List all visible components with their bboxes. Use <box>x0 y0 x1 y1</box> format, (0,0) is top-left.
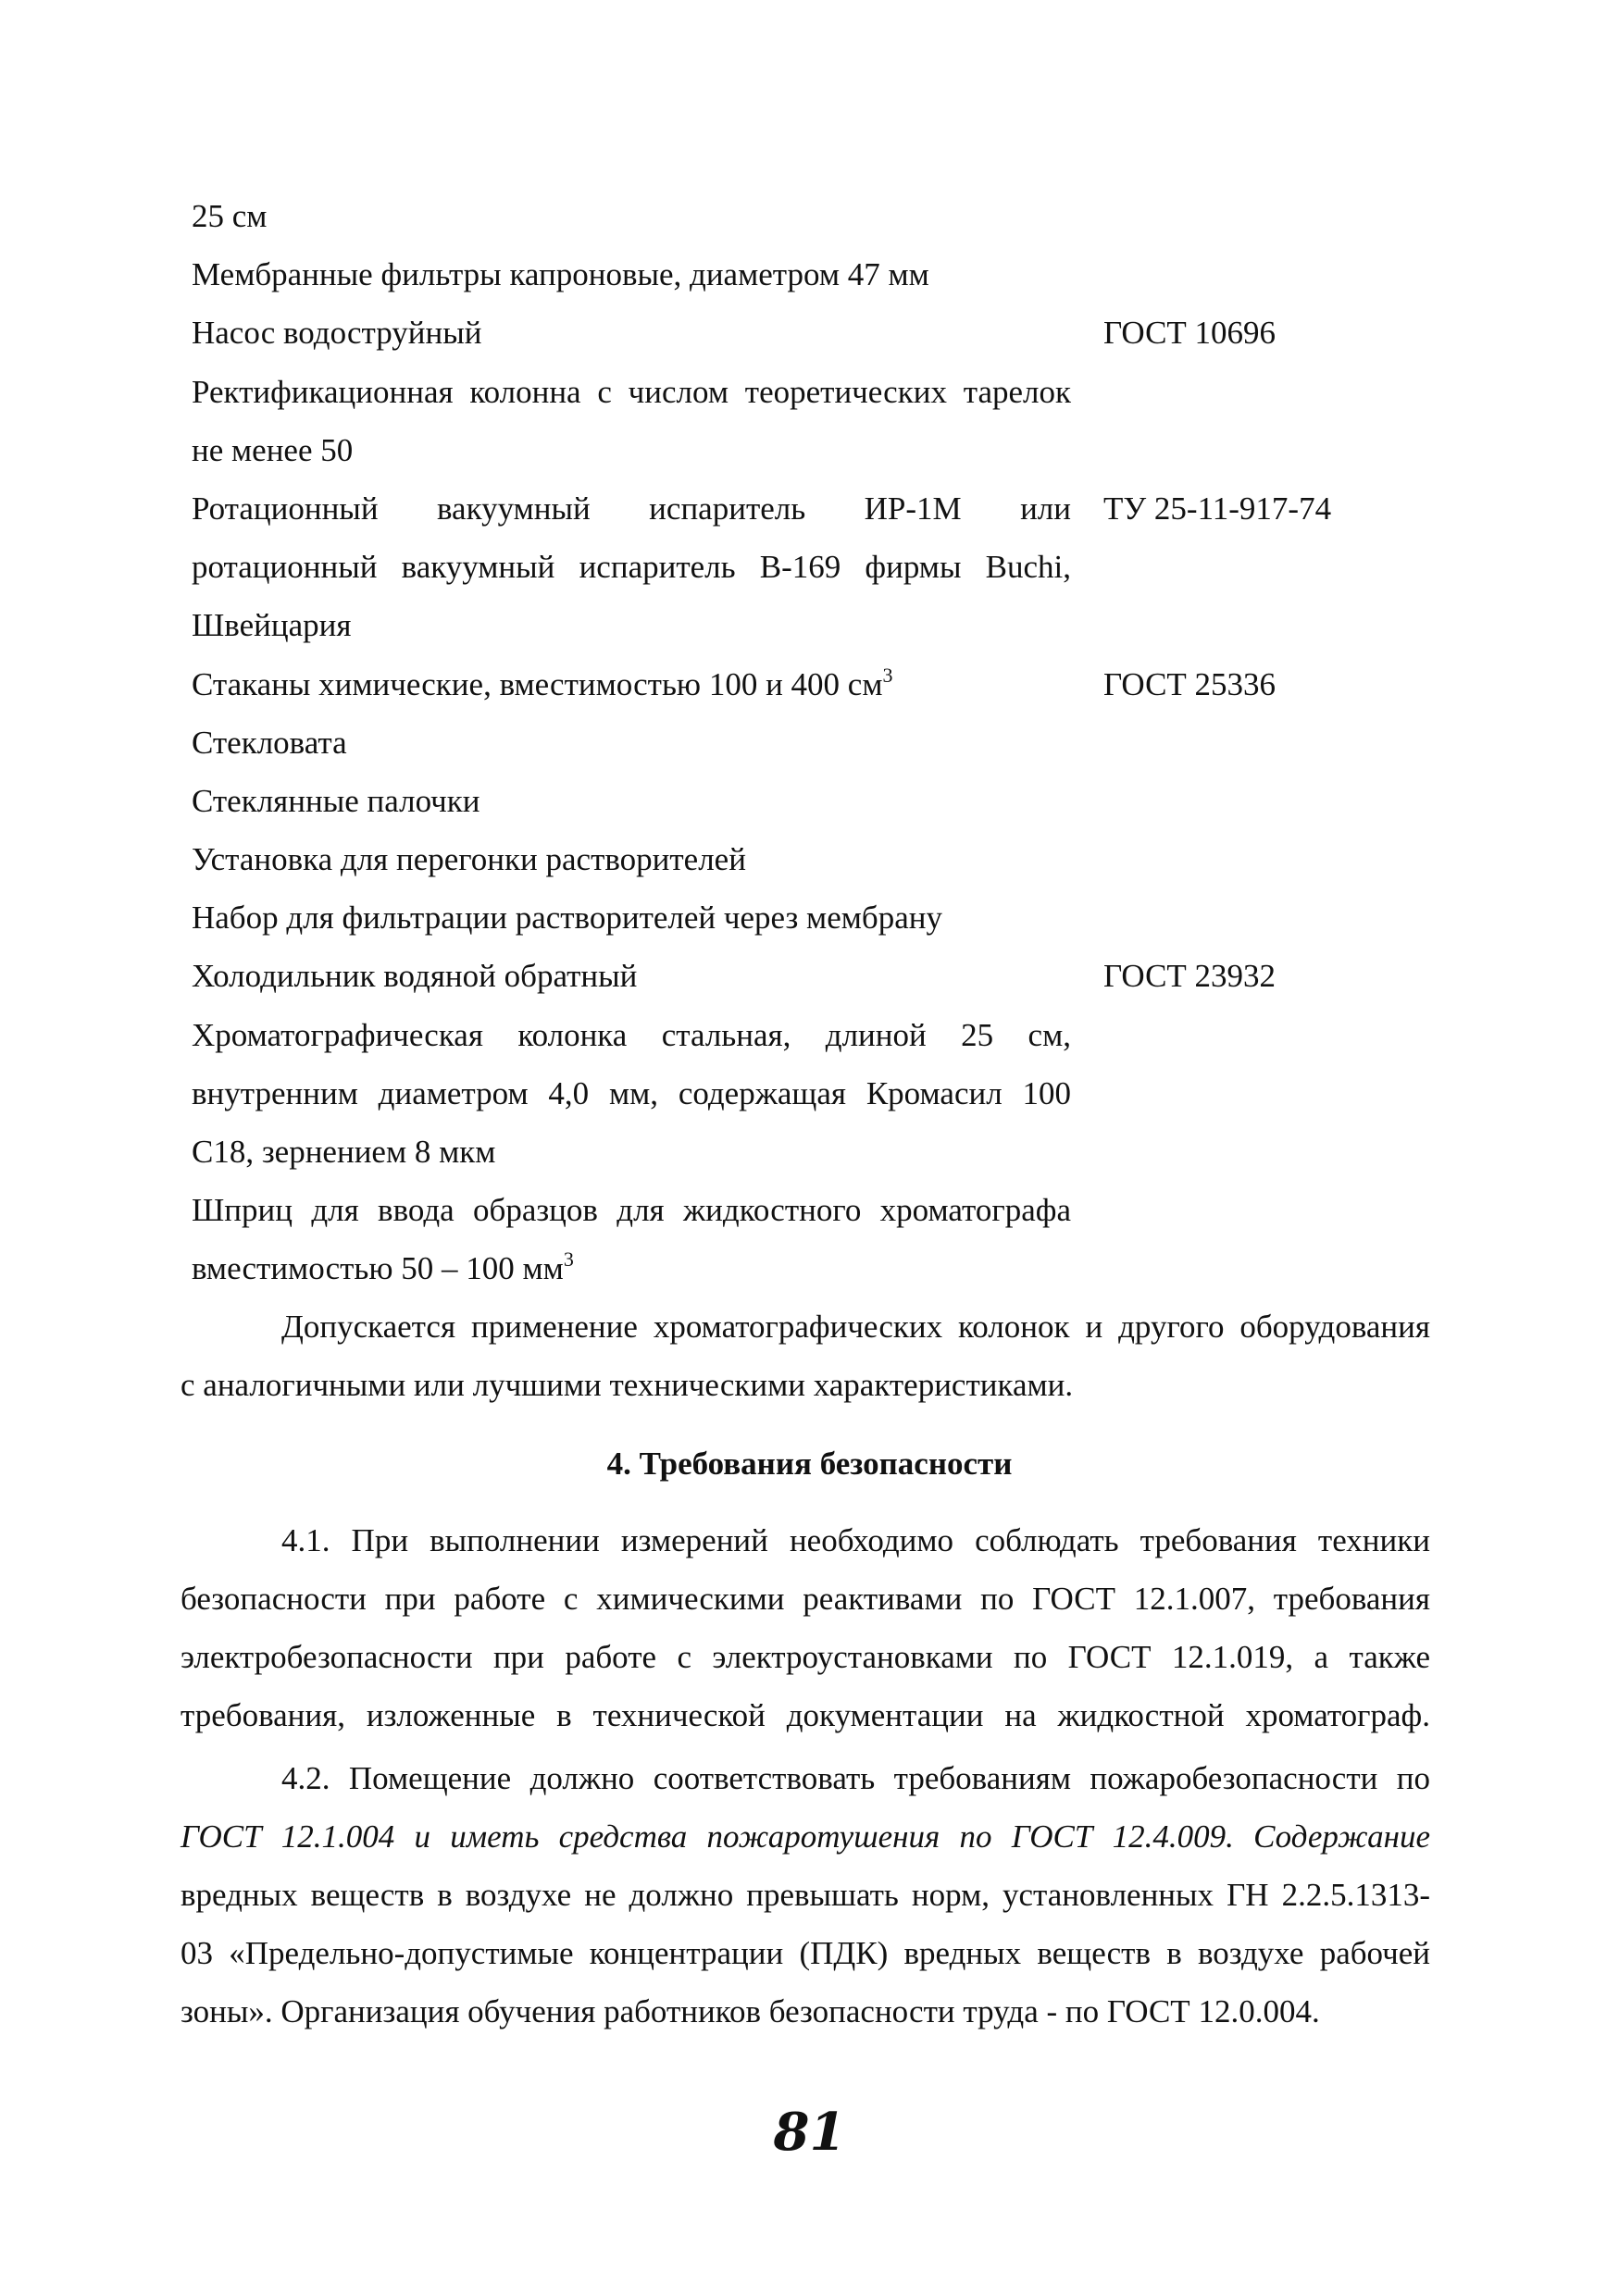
note-paragraph-line: Допускается применение хроматографических колонок и другого оборудования <box>281 1309 1430 1345</box>
superscript: 3 <box>882 664 893 687</box>
standard-reference: ТУ 25-11-917-74 <box>1103 490 1332 527</box>
equipment-line: Мембранные фильтры капроновые, диаметром 47 мм <box>192 256 929 292</box>
paragraph-line: электробезопасности при работе с электроустановками по ГОСТ 12.1.019, а также <box>181 1639 1430 1675</box>
equipment-line: Стекловата <box>192 725 347 761</box>
paragraph-line: 4.2. Помещение должно соответствовать требованиям пожаробезопасности по <box>281 1760 1430 1796</box>
equipment-line: Холодильник водяной обратный <box>192 958 638 994</box>
equipment-text: Стаканы химические, вместимостью 100 и 400 см <box>192 666 883 702</box>
equipment-line: не менее 50 <box>192 432 354 468</box>
paragraph-line: безопасности при работе с химическими реактивами по ГОСТ 12.1.007, требования <box>181 1581 1430 1617</box>
equipment-line: Хроматографическая колонка стальная, длиной 25 см, <box>192 1017 1071 1053</box>
equipment-line <box>192 664 892 705</box>
superscript: 3 <box>563 1247 574 1271</box>
standard-reference: ГОСТ 10696 <box>1103 315 1277 351</box>
equipment-line: Ротационный вакуумный испаритель ИР-1М или <box>192 490 1071 527</box>
equipment-line: Швейцария <box>192 607 352 643</box>
equipment-line: С18, зернением 8 мкм <box>192 1134 496 1170</box>
equipment-line: Ректификационная колонна с числом теоретических тарелок <box>192 374 1071 410</box>
note-paragraph-line: с аналогичными или лучшими техническими характеристиками. <box>181 1367 1074 1403</box>
equipment-line <box>192 1248 574 1289</box>
section-heading: 4. Требования безопасности <box>606 1446 1013 1482</box>
paragraph-line: зоны». Организация обучения работников безопасности труда - по ГОСТ 12.0.004. <box>181 1993 1320 2029</box>
equipment-line: Стеклянные палочки <box>192 783 480 819</box>
equipment-line: 25 см <box>192 198 268 234</box>
paragraph-line: требования, изложенные в технической документации на жидкостной хроматограф. <box>181 1697 1430 1733</box>
standard-reference: ГОСТ 25336 <box>1103 666 1277 702</box>
equipment-line: Насос водоструйный <box>192 315 482 351</box>
paragraph-line: ГОСТ 12.1.004 и иметь средства пожаротушения по ГОСТ 12.4.009. Содержание <box>181 1818 1430 1855</box>
equipment-line: Шприц для ввода образцов для жидкостного хроматографа <box>192 1192 1071 1228</box>
equipment-line: Установка для перегонки растворителей <box>192 841 746 877</box>
standard-reference: ГОСТ 23932 <box>1103 958 1277 994</box>
equipment-line: Набор для фильтрации растворителей через мембрану <box>192 900 942 936</box>
paragraph-line: 4.1. При выполнении измерений необходимо соблюдать требования техники <box>281 1522 1430 1558</box>
page-number: 81 <box>773 2102 846 2163</box>
equipment-text: вместимостью 50 – 100 мм <box>192 1250 564 1286</box>
paragraph-line: 03 «Предельно-допустимые концентрации (ПДК) вредных веществ в воздухе рабочей <box>181 1935 1430 1971</box>
equipment-line: внутренним диаметром 4,0 мм, содержащая Кромасил 100 <box>192 1075 1071 1111</box>
paragraph-line: вредных веществ в воздухе не должно превышать норм, установленных ГН 2.2.5.1313- <box>181 1877 1430 1913</box>
equipment-line: ротационный вакуумный испаритель В-169 фирмы Buchi, <box>192 549 1071 585</box>
